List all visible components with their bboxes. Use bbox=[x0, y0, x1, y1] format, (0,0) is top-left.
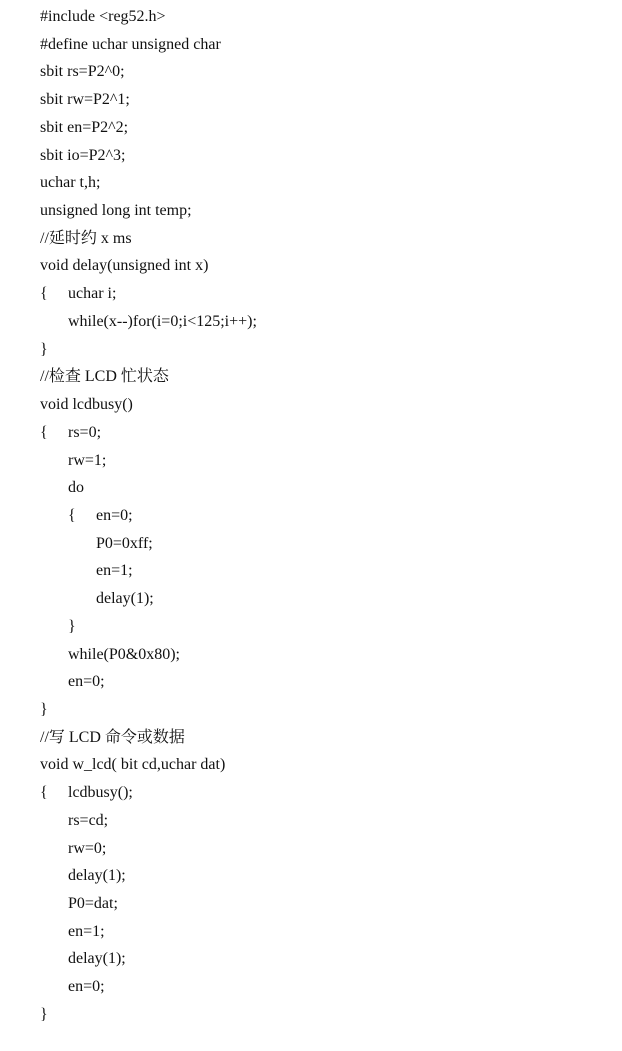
open-brace: { bbox=[68, 506, 76, 524]
code-line: } bbox=[40, 1005, 48, 1023]
code-line: delay(1); bbox=[68, 950, 126, 968]
code-line: sbit rw=P2^1; bbox=[40, 91, 130, 109]
code-text: lcdbusy(); bbox=[68, 784, 133, 802]
code-line bbox=[0, 419, 622, 447]
code-comment: //检查 LCD 忙状态 bbox=[40, 368, 169, 386]
code-text: uchar i; bbox=[68, 285, 117, 303]
code-line: #define uchar unsigned char bbox=[40, 35, 221, 53]
code-line: #include <reg52.h> bbox=[40, 8, 166, 25]
code-line: } bbox=[68, 617, 76, 635]
open-brace: { bbox=[40, 423, 48, 441]
code-line: void delay(unsigned int x) bbox=[40, 257, 209, 275]
code-line bbox=[0, 779, 622, 807]
code-line: } bbox=[40, 340, 48, 358]
code-line: en=1; bbox=[68, 922, 105, 940]
code-line bbox=[0, 502, 622, 530]
code-line: void w_lcd( bit cd,uchar dat) bbox=[40, 756, 226, 774]
code-listing bbox=[0, 3, 622, 1029]
code-line: delay(1); bbox=[68, 867, 126, 885]
code-comment: //写 LCD 命令或数据 bbox=[40, 728, 185, 746]
code-line: sbit en=P2^2; bbox=[40, 118, 129, 136]
code-line: P0=dat; bbox=[68, 895, 118, 912]
code-line: rw=0; bbox=[68, 839, 107, 857]
code-line: en=0; bbox=[68, 978, 105, 996]
code-line: en=0; bbox=[68, 673, 105, 691]
code-line: uchar t,h; bbox=[40, 174, 101, 192]
code-line: sbit rs=P2^0; bbox=[40, 63, 125, 81]
code-comment: //延时约 x ms bbox=[40, 229, 132, 247]
code-text: rs=0; bbox=[68, 423, 102, 441]
open-brace: { bbox=[40, 285, 48, 303]
code-line: while(P0&0x80); bbox=[68, 645, 180, 663]
open-brace: { bbox=[40, 784, 48, 802]
code-text: en=0; bbox=[96, 506, 133, 524]
code-line: sbit io=P2^3; bbox=[40, 146, 126, 164]
code-line: rs=cd; bbox=[68, 811, 109, 829]
code-line: } bbox=[40, 700, 48, 718]
code-line: P0=0xff; bbox=[96, 534, 153, 552]
code-line: while(x--)for(i=0;i<125;i++); bbox=[68, 312, 257, 330]
code-line bbox=[0, 280, 622, 308]
code-line: delay(1); bbox=[96, 590, 154, 608]
code-line: rw=1; bbox=[68, 451, 107, 469]
code-line: void lcdbusy() bbox=[40, 396, 133, 414]
code-line: do bbox=[68, 479, 84, 497]
code-line: en=1; bbox=[96, 562, 133, 580]
code-line: unsigned long int temp; bbox=[40, 202, 192, 220]
